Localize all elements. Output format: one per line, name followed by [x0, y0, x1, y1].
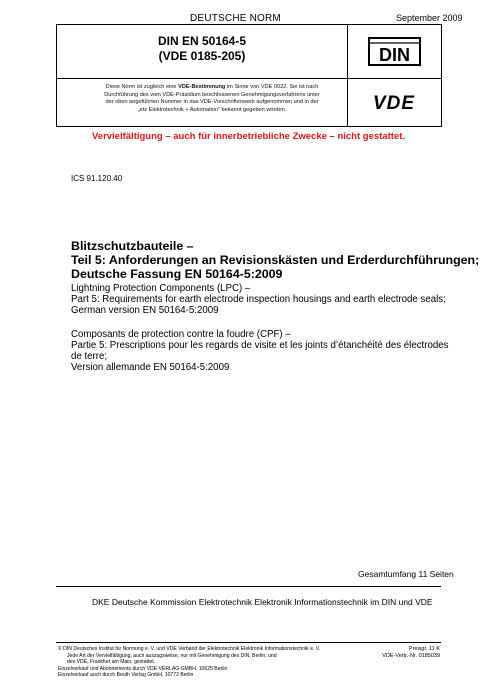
vde-order-number: VDE-Vertr.-Nr. 0185039: [382, 653, 440, 659]
footer-rule: [56, 642, 441, 643]
issue-date: September 2009: [396, 13, 463, 23]
din-logo: [368, 37, 421, 66]
ics-code: ICS 91.120.40: [71, 174, 123, 183]
notice-line: der oben angeführten Nummer in das VDE-Vorschriftenwerk aufgenommen und in der: [105, 99, 319, 106]
din-logo-text: DIN: [379, 45, 410, 65]
title-english: [71, 283, 471, 316]
copyright-line: © DIN Deutsches Institut für Normung e. V. und VDE Verband der Elektrotechnik Elektronik Informationstechnik e. V.: [58, 646, 321, 652]
title-line: Deutsche Fassung EN 50164-5:2009: [71, 267, 283, 281]
title-box-divider: [57, 78, 441, 79]
sales-line: Einzelverkauf auch durch Beuth Verlag GmbH, 10772 Berlin: [58, 672, 194, 679]
title-line: Blitzschutzbauteile –: [71, 239, 194, 253]
footer-copyright: [58, 646, 368, 679]
title-french: [71, 329, 471, 373]
vde-logo: [357, 92, 431, 112]
title-line: Composants de protection contre la foudre (CPF) –: [71, 329, 291, 340]
copyright-line: des VDE, Frankfurt am Main, gestattet.: [67, 659, 156, 666]
title-line: Teil 5: Anforderungen an Revisionskästen und Erderdurchführungen;: [71, 253, 480, 267]
notice-line: „etz Elektrotechnik + Automation“ bekannt gegeben worden.: [137, 106, 287, 113]
copyright-line: Jede Art der Vervielfältigung, auch auszugsweise, nur mit Genehmigung des DIN, Berlin, und: [67, 652, 277, 659]
notice-text: Diese Norm ist zugleich eine: [105, 84, 179, 90]
price-group: Preisgr. 11 K: [408, 646, 440, 652]
title-german: [71, 239, 481, 281]
title-line: de terre;: [71, 351, 108, 362]
title-line: German version EN 50164-5:2009: [71, 305, 219, 316]
title-line: Lightning Protection Components (LPC) –: [71, 283, 251, 294]
notice-text: im Sinne von VDE 0022. Sie ist nach: [225, 84, 319, 90]
notice-highlight: VDE-Bestimmung: [178, 84, 226, 90]
title-line: Partie 5: Prescriptions pour les regards de visite et les joints d’étanchéité des électrodes: [71, 340, 449, 351]
standard-number: DIN EN 50164-5: [157, 34, 247, 48]
committee: DKE Deutsche Kommission Elektrotechnik Elektronik Informationstechnik im DIN und VDE: [92, 597, 433, 607]
sales-line: Einzelverkauf und Abonnements durch VDE VERLAG GMBH, 10625 Berlin: [58, 665, 228, 672]
standard-type: DEUTSCHE NORM: [190, 13, 281, 24]
title-line: Part 5: Requirements for earth electrode inspection housings and earth electrode seals;: [71, 294, 446, 305]
title-line: Version allemande EN 50164-5:2009: [71, 362, 230, 373]
vde-logo-text: VDE: [372, 93, 416, 112]
vde-number: (VDE 0185-205): [158, 49, 246, 63]
title-box-separator: [347, 25, 348, 126]
vde-notice: [81, 84, 343, 114]
reproduction-warning: Vervielfältigung – auch für innerbetriebliche Zwecke – nicht gestattet.: [91, 131, 406, 142]
total-pages: Gesamtumfang 11 Seiten: [358, 569, 454, 579]
notice-line: Durchführung des vom VDE-Präsidium beschlossenen Genehmigungsverfahrens unter: [104, 91, 320, 98]
footer-price: [380, 646, 440, 660]
title-box: [56, 24, 442, 127]
pages-rule: [56, 586, 441, 587]
